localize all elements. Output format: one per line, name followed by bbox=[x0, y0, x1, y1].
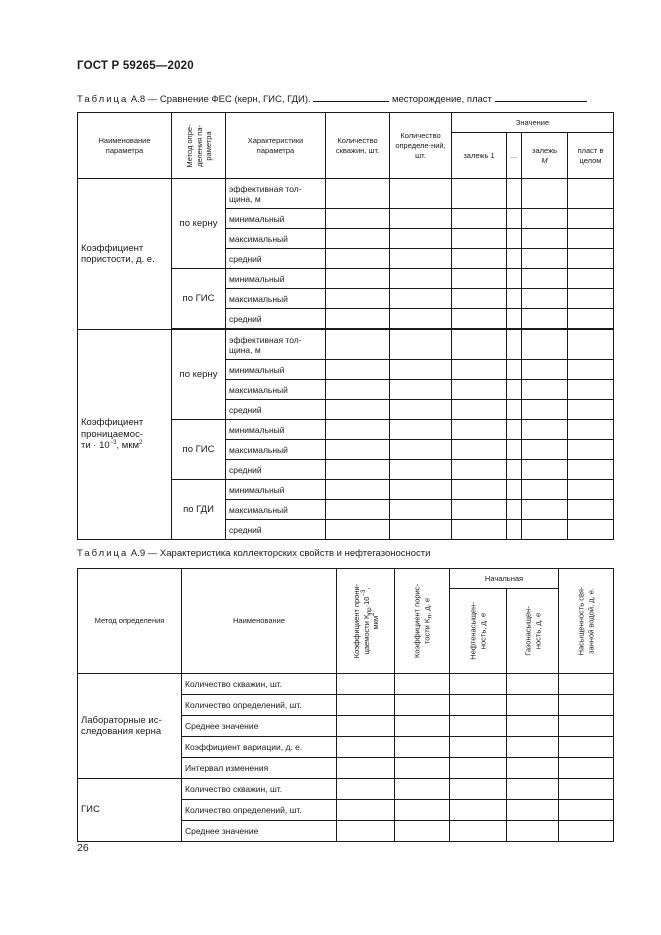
header-det-count: Количество определе-ний, шт. bbox=[390, 113, 452, 179]
header-ellipsis: ... bbox=[507, 133, 522, 179]
cell bbox=[568, 179, 614, 209]
header-gas-saturation bbox=[507, 589, 559, 674]
row-variation: Коэффициент вариации, д. е. bbox=[182, 737, 337, 758]
bound-a: Насыщенность свя- bbox=[576, 586, 586, 656]
table-a8 bbox=[77, 112, 614, 540]
header-deposit-m bbox=[522, 133, 568, 179]
caption-field: месторождение, пласт bbox=[391, 94, 492, 105]
caption-word: Таблица bbox=[77, 94, 129, 105]
deposit-m-label: залежь bbox=[532, 145, 557, 155]
perm-b3: , bbox=[360, 587, 370, 590]
char-avg: средний bbox=[226, 520, 326, 540]
char-max: максимальный bbox=[226, 229, 326, 249]
cell bbox=[507, 179, 522, 209]
perm-exp: −3 bbox=[109, 440, 117, 447]
header-method-text: Метод опре-деления па-раметра bbox=[184, 123, 213, 168]
row-avg: Среднее значение bbox=[182, 716, 337, 737]
row-wells: Количество скважин, шт. bbox=[182, 674, 337, 695]
header-gas-text bbox=[523, 606, 542, 656]
method-core: по керну bbox=[172, 330, 226, 420]
table-a9 bbox=[77, 568, 614, 842]
table-a9-caption bbox=[77, 548, 430, 559]
char-avg: средний bbox=[226, 400, 326, 420]
method-gdi: по ГДИ bbox=[172, 480, 226, 540]
perm-b-sub: пр bbox=[365, 607, 372, 614]
group-lab bbox=[78, 674, 182, 779]
document-title: ГОСТ Р 59265—2020 bbox=[77, 60, 194, 72]
row-dets: Количество определений, шт. bbox=[182, 800, 337, 821]
header-value: Значение bbox=[452, 113, 614, 133]
group-gis: ГИС bbox=[78, 779, 182, 842]
header-oil-saturation bbox=[450, 589, 507, 674]
cell bbox=[390, 179, 452, 209]
method-core: по керну bbox=[172, 179, 226, 269]
cell bbox=[522, 179, 568, 209]
header-method: Метод определения bbox=[78, 569, 182, 674]
char-max: максимальный bbox=[226, 380, 326, 400]
char-avg: средний bbox=[226, 249, 326, 269]
caption-text: — Сравнение ФЕС (керн, ГИС, ГДИ). bbox=[147, 94, 311, 105]
bound-b: занной водой, д. е. bbox=[586, 588, 596, 654]
char-max: максимальный bbox=[226, 440, 326, 460]
char-eff-thickness bbox=[226, 330, 326, 360]
char-min: минимальный bbox=[226, 480, 326, 500]
perm-c-exp: 2 bbox=[369, 612, 376, 616]
lab-a: Лабораторные ис- bbox=[81, 714, 162, 726]
method-gis: по ГИС bbox=[172, 420, 226, 480]
por-b-sub: п bbox=[427, 614, 433, 619]
por-b2: , д. е bbox=[422, 597, 431, 615]
header-porosity-text bbox=[413, 584, 432, 658]
oil-a: Нефтенасыщен- bbox=[468, 602, 478, 660]
lab-b: следования керна bbox=[81, 726, 162, 737]
perm-b-exp: −3 bbox=[359, 589, 366, 597]
header-deposit-1: залежь 1 bbox=[452, 133, 507, 179]
por-b: тости K bbox=[422, 618, 431, 645]
page-number: 26 bbox=[77, 842, 89, 854]
char-eff-a: эффективная тол- bbox=[229, 334, 302, 345]
caption-number: А.8 bbox=[130, 94, 146, 105]
row-wells: Количество скважин, шт. bbox=[182, 779, 337, 800]
perm-c: мкм bbox=[370, 615, 380, 630]
char-eff-a: эффективная тол- bbox=[229, 183, 302, 194]
header-name: Наименование bbox=[182, 569, 337, 674]
char-avg: средний bbox=[226, 309, 326, 329]
oil-b: ность, д. е bbox=[478, 612, 487, 650]
char-min: минимальный bbox=[226, 360, 326, 380]
perm-text-a: Коэффициент проницаемос- bbox=[81, 417, 144, 440]
caption-word: Таблица bbox=[77, 548, 129, 559]
char-eff-b: щина, м bbox=[229, 193, 261, 204]
row-dets: Количество определений, шт. bbox=[182, 695, 337, 716]
char-min: минимальный bbox=[226, 420, 326, 440]
cell bbox=[452, 179, 507, 209]
perm-a: Коэффициент прони- bbox=[351, 583, 361, 659]
header-wells-count: Количество скважин, шт. bbox=[326, 113, 390, 179]
header-characteristics: Характеристики параметра bbox=[226, 113, 326, 179]
perm-text-c: , мкм bbox=[116, 440, 140, 452]
method-gis: по ГИС bbox=[172, 269, 226, 329]
deposit-m-var: М bbox=[541, 155, 548, 165]
perm-b: цаемости K bbox=[360, 613, 370, 655]
blank-line bbox=[495, 92, 587, 102]
param-permeability bbox=[78, 330, 172, 540]
header-layer-whole: пласт в целом bbox=[568, 133, 614, 179]
header-initial: Начальная bbox=[450, 569, 559, 589]
header-bound-water-text bbox=[577, 587, 596, 656]
row-avg: Среднее значение bbox=[182, 821, 337, 842]
char-avg: средний bbox=[226, 460, 326, 480]
header-method bbox=[172, 113, 226, 179]
header-oil-text bbox=[469, 602, 488, 659]
char-eff-b: щина, м bbox=[229, 344, 261, 355]
gas-b: ность, д. е bbox=[532, 612, 542, 650]
header-bound-water bbox=[559, 569, 614, 674]
por-a: Коэффициент порис- bbox=[412, 583, 422, 659]
caption-text: — Характеристика коллекторских свойств и нефтегазоносности bbox=[147, 548, 431, 559]
char-max: максимальный bbox=[226, 500, 326, 520]
header-param-name: Наименование параметра bbox=[78, 113, 172, 179]
header-porosity bbox=[395, 569, 450, 674]
gas-a: Газонасыщен- bbox=[523, 606, 532, 656]
cell bbox=[326, 179, 390, 209]
char-min: минимальный bbox=[226, 269, 326, 289]
table-a8-caption bbox=[77, 92, 587, 105]
param-porosity: Коэффициент пористости, д. е. bbox=[78, 179, 172, 330]
perm-b2: ·10 bbox=[360, 596, 370, 608]
header-permeability bbox=[337, 569, 395, 674]
row-interval: Интервал изменения bbox=[182, 758, 337, 779]
caption-number: А.9 bbox=[130, 548, 146, 559]
char-min: минимальный bbox=[226, 209, 326, 229]
perm-exp2: 2 bbox=[139, 440, 143, 447]
char-max: максимальный bbox=[226, 289, 326, 309]
perm-text-b: ти · 10 bbox=[81, 440, 110, 452]
blank-line bbox=[313, 92, 389, 102]
char-eff-thickness bbox=[226, 179, 326, 209]
header-permeability-text bbox=[351, 584, 380, 658]
